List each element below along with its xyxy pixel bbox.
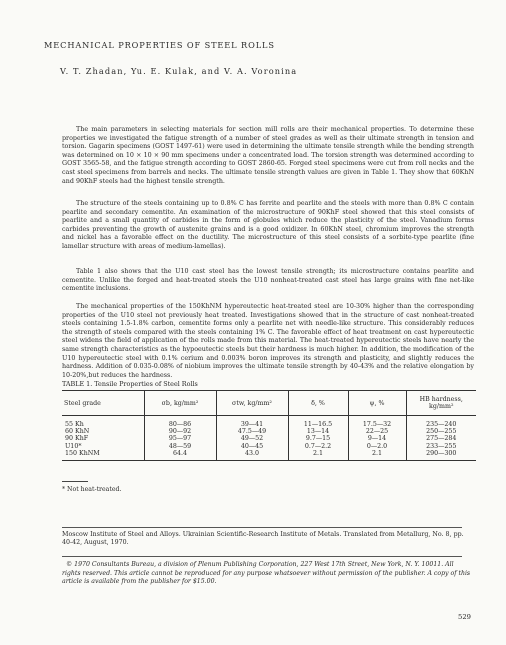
table-cell xyxy=(62,416,144,461)
cell-value: 9.7—15 xyxy=(305,435,331,443)
column-header: σtw, kg/mm² xyxy=(216,391,288,416)
column-header: σb, kg/mm² xyxy=(144,391,216,416)
tensile-properties-table xyxy=(62,390,476,461)
cell-value: 48—59 xyxy=(168,442,192,450)
cell-value: 90—92 xyxy=(168,428,192,436)
cell-value: 64.4 xyxy=(172,449,188,457)
cell-value: 275—284 xyxy=(426,435,457,443)
page-number: 529 xyxy=(458,613,471,621)
author-affiliation: Moscow Institute of Steel and Alloys. Ukrainian Scientific-Research Institute of Metals. Translated from Metallurg, No. 8, pp. 40-42, August, 1970. xyxy=(62,531,464,547)
cell-value: 235—240 xyxy=(426,421,457,428)
table-cell xyxy=(144,416,216,461)
footnote-divider xyxy=(62,481,88,482)
table-cell xyxy=(348,416,406,461)
table-row xyxy=(62,416,476,461)
cell-value: 40—45 xyxy=(240,442,264,450)
cell-value: 90 KhF xyxy=(65,435,89,443)
cell-value: 60 KhN xyxy=(65,428,90,436)
table-header-row xyxy=(62,391,476,416)
cell-value: 250—255 xyxy=(426,428,457,436)
cell-value: 0.7—2.2 xyxy=(304,442,332,450)
cell-value: 55 Kh xyxy=(65,421,84,428)
cell-value: 80—86 xyxy=(168,421,192,428)
cell-value: 95—97 xyxy=(168,435,192,443)
cell-value: 43.0 xyxy=(244,449,260,457)
body-paragraph: The mechanical properties of the 150KhNM hypereutectic heat-treated steel are 10-30% higher than the corresponding properties of the U10 steel not previously heat treated. Investigations showed that in the structure of cast nonheat-treated steels containing 1.5-1.8% carbon, cementite forms only a pearlite net with needle-like structure. This considerably reduces the strength of steels compared with the steels containing 1% C. The favorable effect of heat treatment on cast hypereutectic steel widens the field of application of the rolls made from this material. The heat-treated hypereutectic steels have nearly the same strength characteristics as the hypoeutectic steels but their hardness is much higher. In addition, the modification of the U10 hypereutectic steel with 0.1% cerium and 0.003% boron improves its strength and plasticity, and slightly reduces the hardness. Addition of 0.035-0.08% of niobium improves the ultimate tensile strength by 40-43% and the relative elongation by 10-20%,but reduces the hardness. xyxy=(62,303,474,379)
cell-value: 2.1 xyxy=(312,449,323,457)
cell-value: 150 KhNM xyxy=(65,449,100,457)
cell-value: 17.5—32 xyxy=(362,421,392,428)
body-paragraph: Table 1 also shows that the U10 cast steel has the lowest tensile strength; its microstructure contains pearlite and cementite. Unlike the forged and heat-treated steels the U10 nonheat-treated cast steel has large grains with fine net-like cementite inclusions. xyxy=(62,268,474,293)
column-header: ψ, % xyxy=(348,391,406,416)
article-authors: V. T. Zhadan, Yu. E. Kulak, and V. A. Voronina xyxy=(60,66,298,76)
cell-value: 13—14 xyxy=(306,428,330,436)
table-cell xyxy=(288,416,348,461)
column-header: Steel grade xyxy=(62,391,144,416)
table-footnote: * Not heat-treated. xyxy=(62,486,122,493)
cell-value: 22—25 xyxy=(365,428,389,436)
copyright-notice: © 1970 Consultants Bureau, a division of Plenum Publishing Corporation, 227 West 17th Street, New York, N. Y. 10011. All rights reserved. This article cannot be reproduced for any purpose whatsoever without permission of the publisher. A copy of this article is available from the publisher for $15.00. xyxy=(62,561,471,586)
cell-value: 2.1 xyxy=(371,449,382,457)
affiliation-divider xyxy=(62,527,462,528)
column-header: δ, % xyxy=(288,391,348,416)
cell-value: 290—300 xyxy=(426,449,457,457)
cell-value: 9—14 xyxy=(367,435,387,443)
article-title: MECHANICAL PROPERTIES OF STEEL ROLLS xyxy=(44,40,275,50)
cell-value: 39—41 xyxy=(240,421,264,428)
table-cell xyxy=(406,416,476,461)
table-cell xyxy=(216,416,288,461)
column-header: HB hardness, kg/mm² xyxy=(406,391,476,416)
cell-value: U10* xyxy=(65,442,82,450)
cell-value: 47.5—49 xyxy=(237,428,267,436)
cell-value: 49—52 xyxy=(240,435,264,443)
body-paragraph: The main parameters in selecting materials for section mill rolls are their mechanical properties. To determine these properties we investigated the fatigue strength of a number of steel grades as well as their ultimate strength in tension and torsion. Gagarin specimens (GOST 1497-61) were used in determining the ultimate tensile strength while the bending strength was determined on 10 × 10 × 90 mm specimens under a concentrated load. The torsion strength was determined according to GOST 3565-58, and the fatigue strength according to GOST 2860-65. Forged steel specimens were cut from roll necks and the cast steel specimens from barrels and necks. The ultimate tensile strength values are given in Table 1. They show that 60KhN and 90KhF steels had the highest tensile strength. xyxy=(62,126,474,185)
copyright-divider xyxy=(62,556,462,557)
body-paragraph: The structure of the steels containing up to 0.8% C has ferrite and pearlite and the steels with more than 0.8% C contain pearlite and secondary cementite. An examination of the microstructure of 90KhF steel showed that this steel consists of pearlite and a small quantity of carbides in the form of globules which reduce the plasticity of the steel. Vanadium forms carbides preventing the growth of austenite grains and is a good oxidizer. In 60KhN steel, chromium improves the strength and nickel has a favorable effect on the ductility. The microstructure of this steel consists of a sorbite-type pearlite (fine lamellar structure with areas of medium-lamellas). xyxy=(62,200,474,250)
table-caption: TABLE 1. Tensile Properties of Steel Rolls xyxy=(62,380,198,388)
cell-value: 0—2.0 xyxy=(366,442,388,450)
cell-value: 233—255 xyxy=(426,442,457,450)
cell-value: 11—16.5 xyxy=(303,421,333,428)
